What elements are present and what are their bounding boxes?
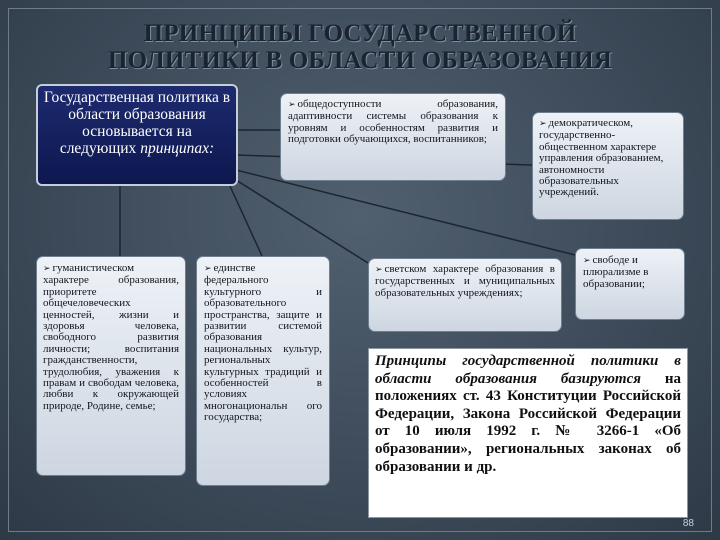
principle-freedom <box>575 248 685 320</box>
connector-to-unity <box>230 186 262 256</box>
principle-secular <box>368 258 562 332</box>
arrow-bullet-icon: ➢ <box>539 119 547 129</box>
title-line-1: ПРИНЦИПЫ ГОСУДАРСТВЕННОЙ <box>143 20 577 47</box>
arrow-bullet-icon: ➢ <box>43 264 51 274</box>
root-emphasis: принципах: <box>140 140 215 157</box>
connector-to-secular <box>236 180 368 263</box>
principle-text: гуманистическом характере образования, приоритете общечеловеческих ценностей, жизни и здоровья человека, свободного развития личности; воспитания гражданственности, трудолюбия, уважения к правам и свободам человека, любви к окружающей природе, Родине, семье; <box>43 262 179 412</box>
root-text: Государственная политика в области образования основывается на следующих <box>43 89 231 157</box>
principle-access <box>280 93 506 181</box>
principle-text: единстве федерального культурного и образовательного пространства, защите и развитии системой образования национальных культур, региональных культурных традиций и особенностей в условиях многонациональн ого государства; <box>204 262 322 424</box>
principle-text: демократическом, государственно-общественном характере управления образованием, автономности образовательных учреждений. <box>539 117 664 199</box>
principle-text: свободе и плюрализме в образовании; <box>583 254 649 290</box>
root-principles-box <box>36 84 238 186</box>
principle-humanistic <box>36 256 186 476</box>
title-line-2: ПОЛИТИКИ В ОБЛАСТИ ОБРАЗОВАНИЯ <box>107 47 613 74</box>
principle-unity <box>196 256 330 486</box>
arrow-bullet-icon: ➢ <box>288 100 296 110</box>
legal-basis-box <box>368 348 688 518</box>
arrow-bullet-icon: ➢ <box>583 256 591 266</box>
page-number: 88 <box>682 518 694 529</box>
principle-democratic <box>532 112 684 220</box>
arrow-bullet-icon: ➢ <box>204 264 212 274</box>
principle-text: общедоступности образования, адаптивности системы образования к уровням и особенностям развития и подготовки обучающихся, воспитанников; <box>288 98 498 146</box>
basis-rest: на положениях ст. 43 Конституции Российской Федерации, Закона Российской Федерации от 10 июля 1992 г. № 3266-1 «Об образовании», региональных законах об образовании и др. <box>375 370 681 475</box>
principle-text: светском характере образования в государственных и муниципальных образовательных учреждениях; <box>375 263 555 299</box>
arrow-bullet-icon: ➢ <box>375 265 383 275</box>
basis-italic: Принципы государственной политики в области образования базируются <box>375 353 681 387</box>
